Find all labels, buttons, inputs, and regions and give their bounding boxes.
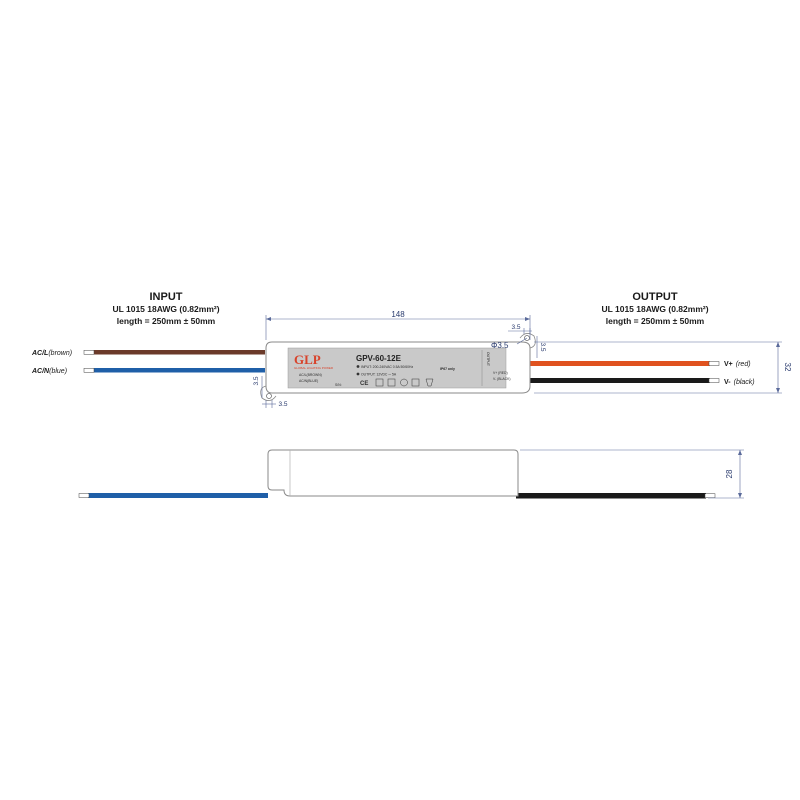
- wire-label-vpos: V+ (red): [724, 361, 751, 368]
- dimension-hole-offset-left-h: 3.5: [278, 401, 288, 408]
- model-name: GPV-60-12E: [356, 354, 401, 363]
- output-length-spec: length = 250mm ± 50mm: [605, 316, 705, 326]
- wire-label-acl: AC/L(brown): [32, 350, 73, 357]
- label-input-l: AC/L(BROWN): [299, 373, 322, 377]
- mount-hole-left: [267, 394, 272, 399]
- dimension-hole-offset-left-v: 3.5: [253, 376, 260, 386]
- dimension-hole-offset-right: 3.5: [539, 342, 546, 352]
- dimension-height-value: 28: [725, 469, 734, 479]
- product-label: [288, 348, 511, 388]
- wire-label-vneg: V- (black): [724, 379, 755, 386]
- brand-logo: GLP: [294, 352, 321, 367]
- label-output-side: OUTPUT: [486, 352, 490, 366]
- label-output-neg: V- (BLACK): [493, 377, 511, 381]
- input-wire-brown: [84, 350, 265, 355]
- label-output-pos: V+ (RED): [493, 371, 508, 375]
- dimension-length-value: 148: [391, 310, 405, 319]
- side-output-wire-black: [516, 493, 715, 499]
- housing-side-view: [268, 450, 518, 496]
- output-title: OUTPUT: [632, 291, 678, 303]
- label-output-spec: OUTPUT: 12VDC ⎓ 5A: [361, 372, 397, 377]
- ip-rating: IP67 only: [440, 367, 455, 371]
- side-input-wire-blue: [79, 493, 268, 498]
- wire-label-acn: AC/N(blue): [32, 368, 68, 375]
- output-wire-black: [530, 378, 719, 383]
- label-input-spec: INPUT: 200-240VAC 0.5A 50/60Hz: [361, 365, 414, 369]
- label-input-n: AC/N(BLUE): [299, 379, 319, 383]
- brand-subtitle: GLOBAL LIGHTING POWER: [294, 366, 334, 370]
- dimension-hole-diameter: Φ3.5: [491, 341, 509, 350]
- dimension-hole-offset-top: 3.5: [511, 324, 521, 331]
- input-title: INPUT: [149, 291, 183, 303]
- dimension-length: [266, 310, 530, 340]
- label-serial: S/N:: [335, 383, 342, 387]
- ce-mark-icon: CE: [360, 381, 369, 387]
- input-length-spec: length = 250mm ± 50mm: [116, 316, 216, 326]
- input-wire-blue: [84, 368, 265, 373]
- input-cable-spec: UL 1015 18AWG (0.82mm²): [112, 304, 220, 314]
- output-wire-red: [530, 361, 719, 366]
- output-cable-spec: UL 1015 18AWG (0.82mm²): [601, 304, 709, 314]
- dimension-height: [520, 450, 744, 498]
- dimension-width-value: 32: [783, 362, 792, 372]
